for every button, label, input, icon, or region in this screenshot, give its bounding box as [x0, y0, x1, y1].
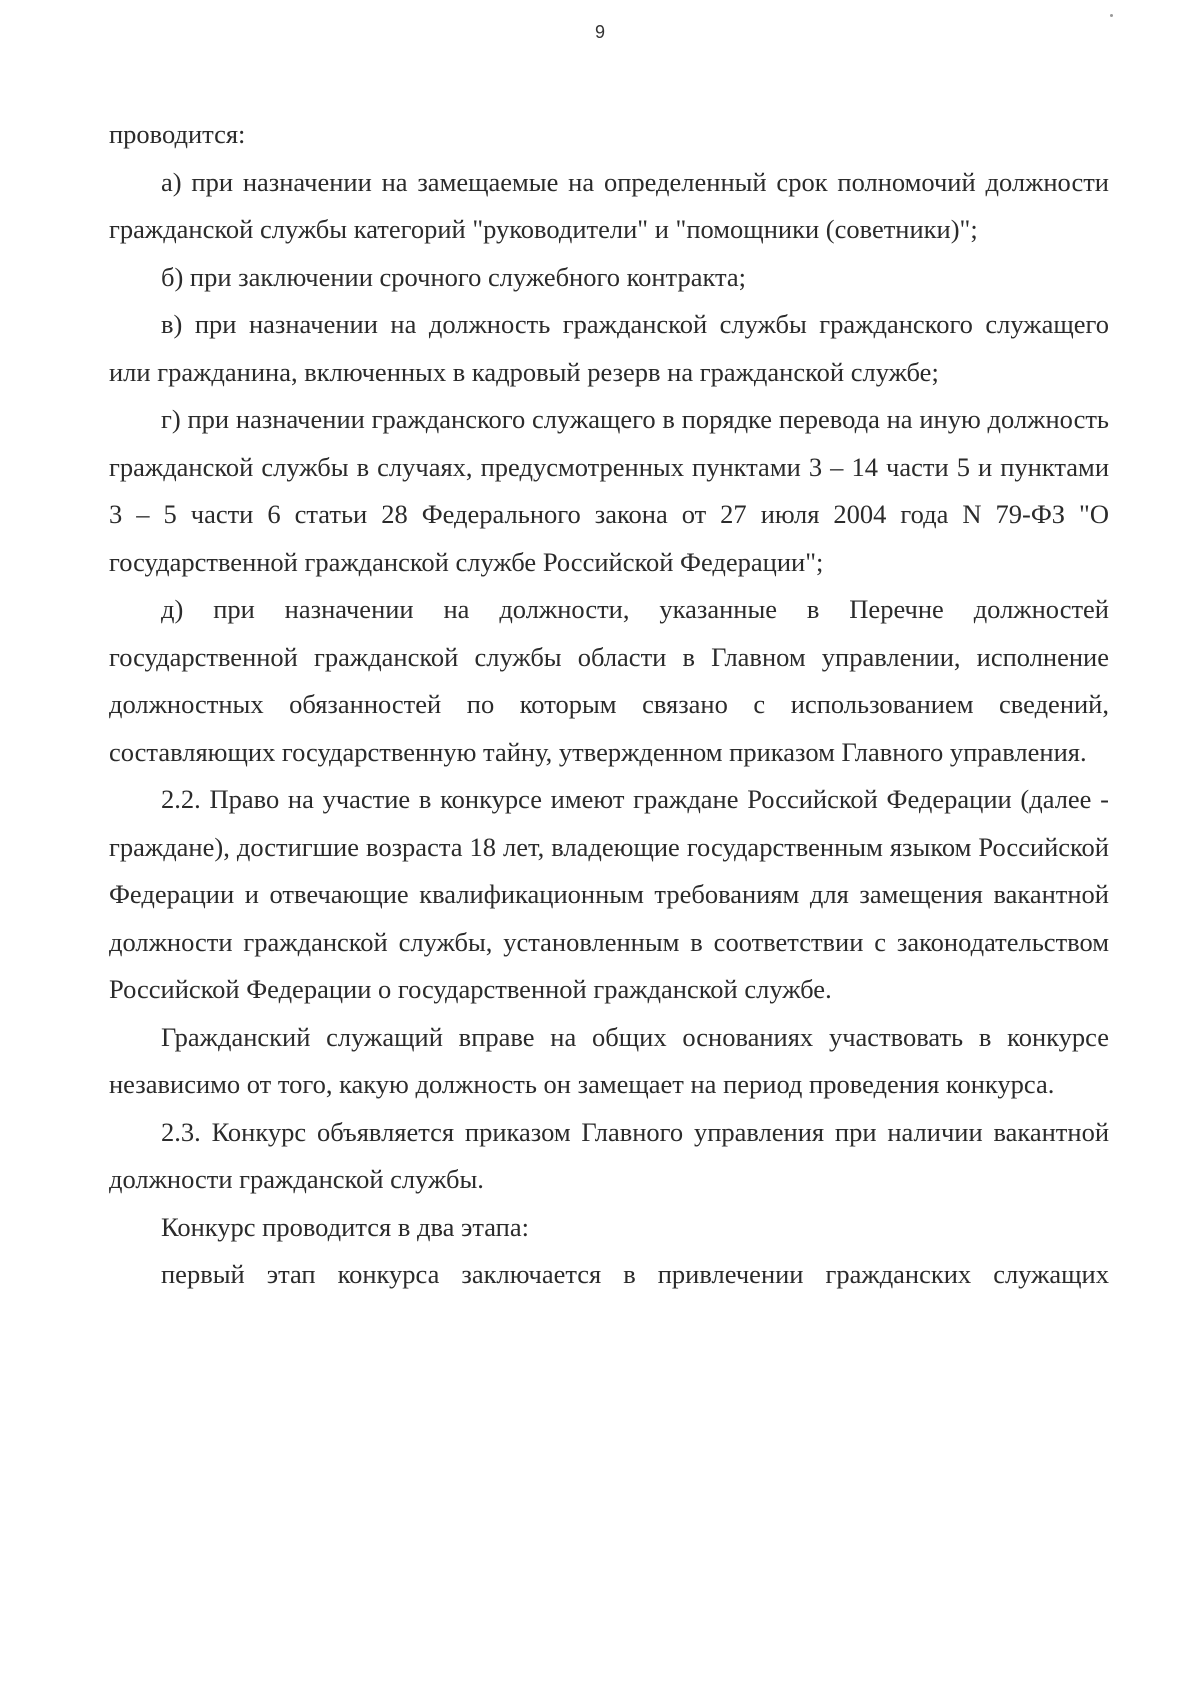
document-body	[109, 111, 1109, 1299]
paragraph-first-stage: первый этап конкурса заключается в привлечении гражданских служащих	[161, 1259, 1109, 1289]
paragraph-intro: проводится:	[109, 119, 246, 149]
paragraph-item-b: б) при заключении срочного служебного контракта;	[161, 261, 747, 292]
paragraph-item-g: г) при назначении гражданского служащего в порядке перевода на иную должность гражданской службы в случаях, предусмотренных пунктами 3 – 14 части 5 и пунктами 3 – 5 части 6 статьи 28 Федерального закона от 27 июля 2004 года N 79-ФЗ "О государственной гражданской службе Российской Федерации";	[109, 404, 1109, 577]
paragraph-item-a: а) при назначении на замещаемые на определенный срок полномочий должности гражданской службы категорий "руководители" и "помощники (советники)";	[109, 166, 1109, 244]
paragraph-item-v: в) при назначении на должность гражданской службы гражданского служащего или гражданина, включенных в кадровый резерв на гражданской службе;	[109, 309, 1109, 387]
scan-speck	[1110, 14, 1113, 17]
paragraph-item-d: д) при назначении на должности, указанные в Перечне должностей государственной гражданской службы области в Главном управлении, исполнение должностных обязанностей по которым связано с использованием сведений, составляющих государственную тайну, утвержденном приказом Главного управления.	[109, 594, 1109, 767]
paragraph-2-2: 2.2. Право на участие в конкурсе имеют граждане Российской Федерации (далее - граждане), достигшие возраста 18 лет, владеющие государственным языком Российской Федерации и отвечающие квалификационным требованиям для замещения вакантной должности гражданской службы, установленным в соответствии с законодательством Российской Федерации о государственной гражданской службе.	[109, 784, 1109, 1004]
paragraph-2-3: 2.3. Конкурс объявляется приказом Главного управления при наличии вакантной должности гражданской службы.	[109, 1116, 1109, 1194]
page-number: 9	[594, 22, 605, 42]
paragraph-civil-servant: Гражданский служащий вправе на общих основаниях участвовать в конкурсе независимо от того, какую должность он замещает на период проведения конкурса.	[109, 1021, 1109, 1099]
paragraph-two-stages: Конкурс проводится в два этапа:	[161, 1211, 529, 1242]
